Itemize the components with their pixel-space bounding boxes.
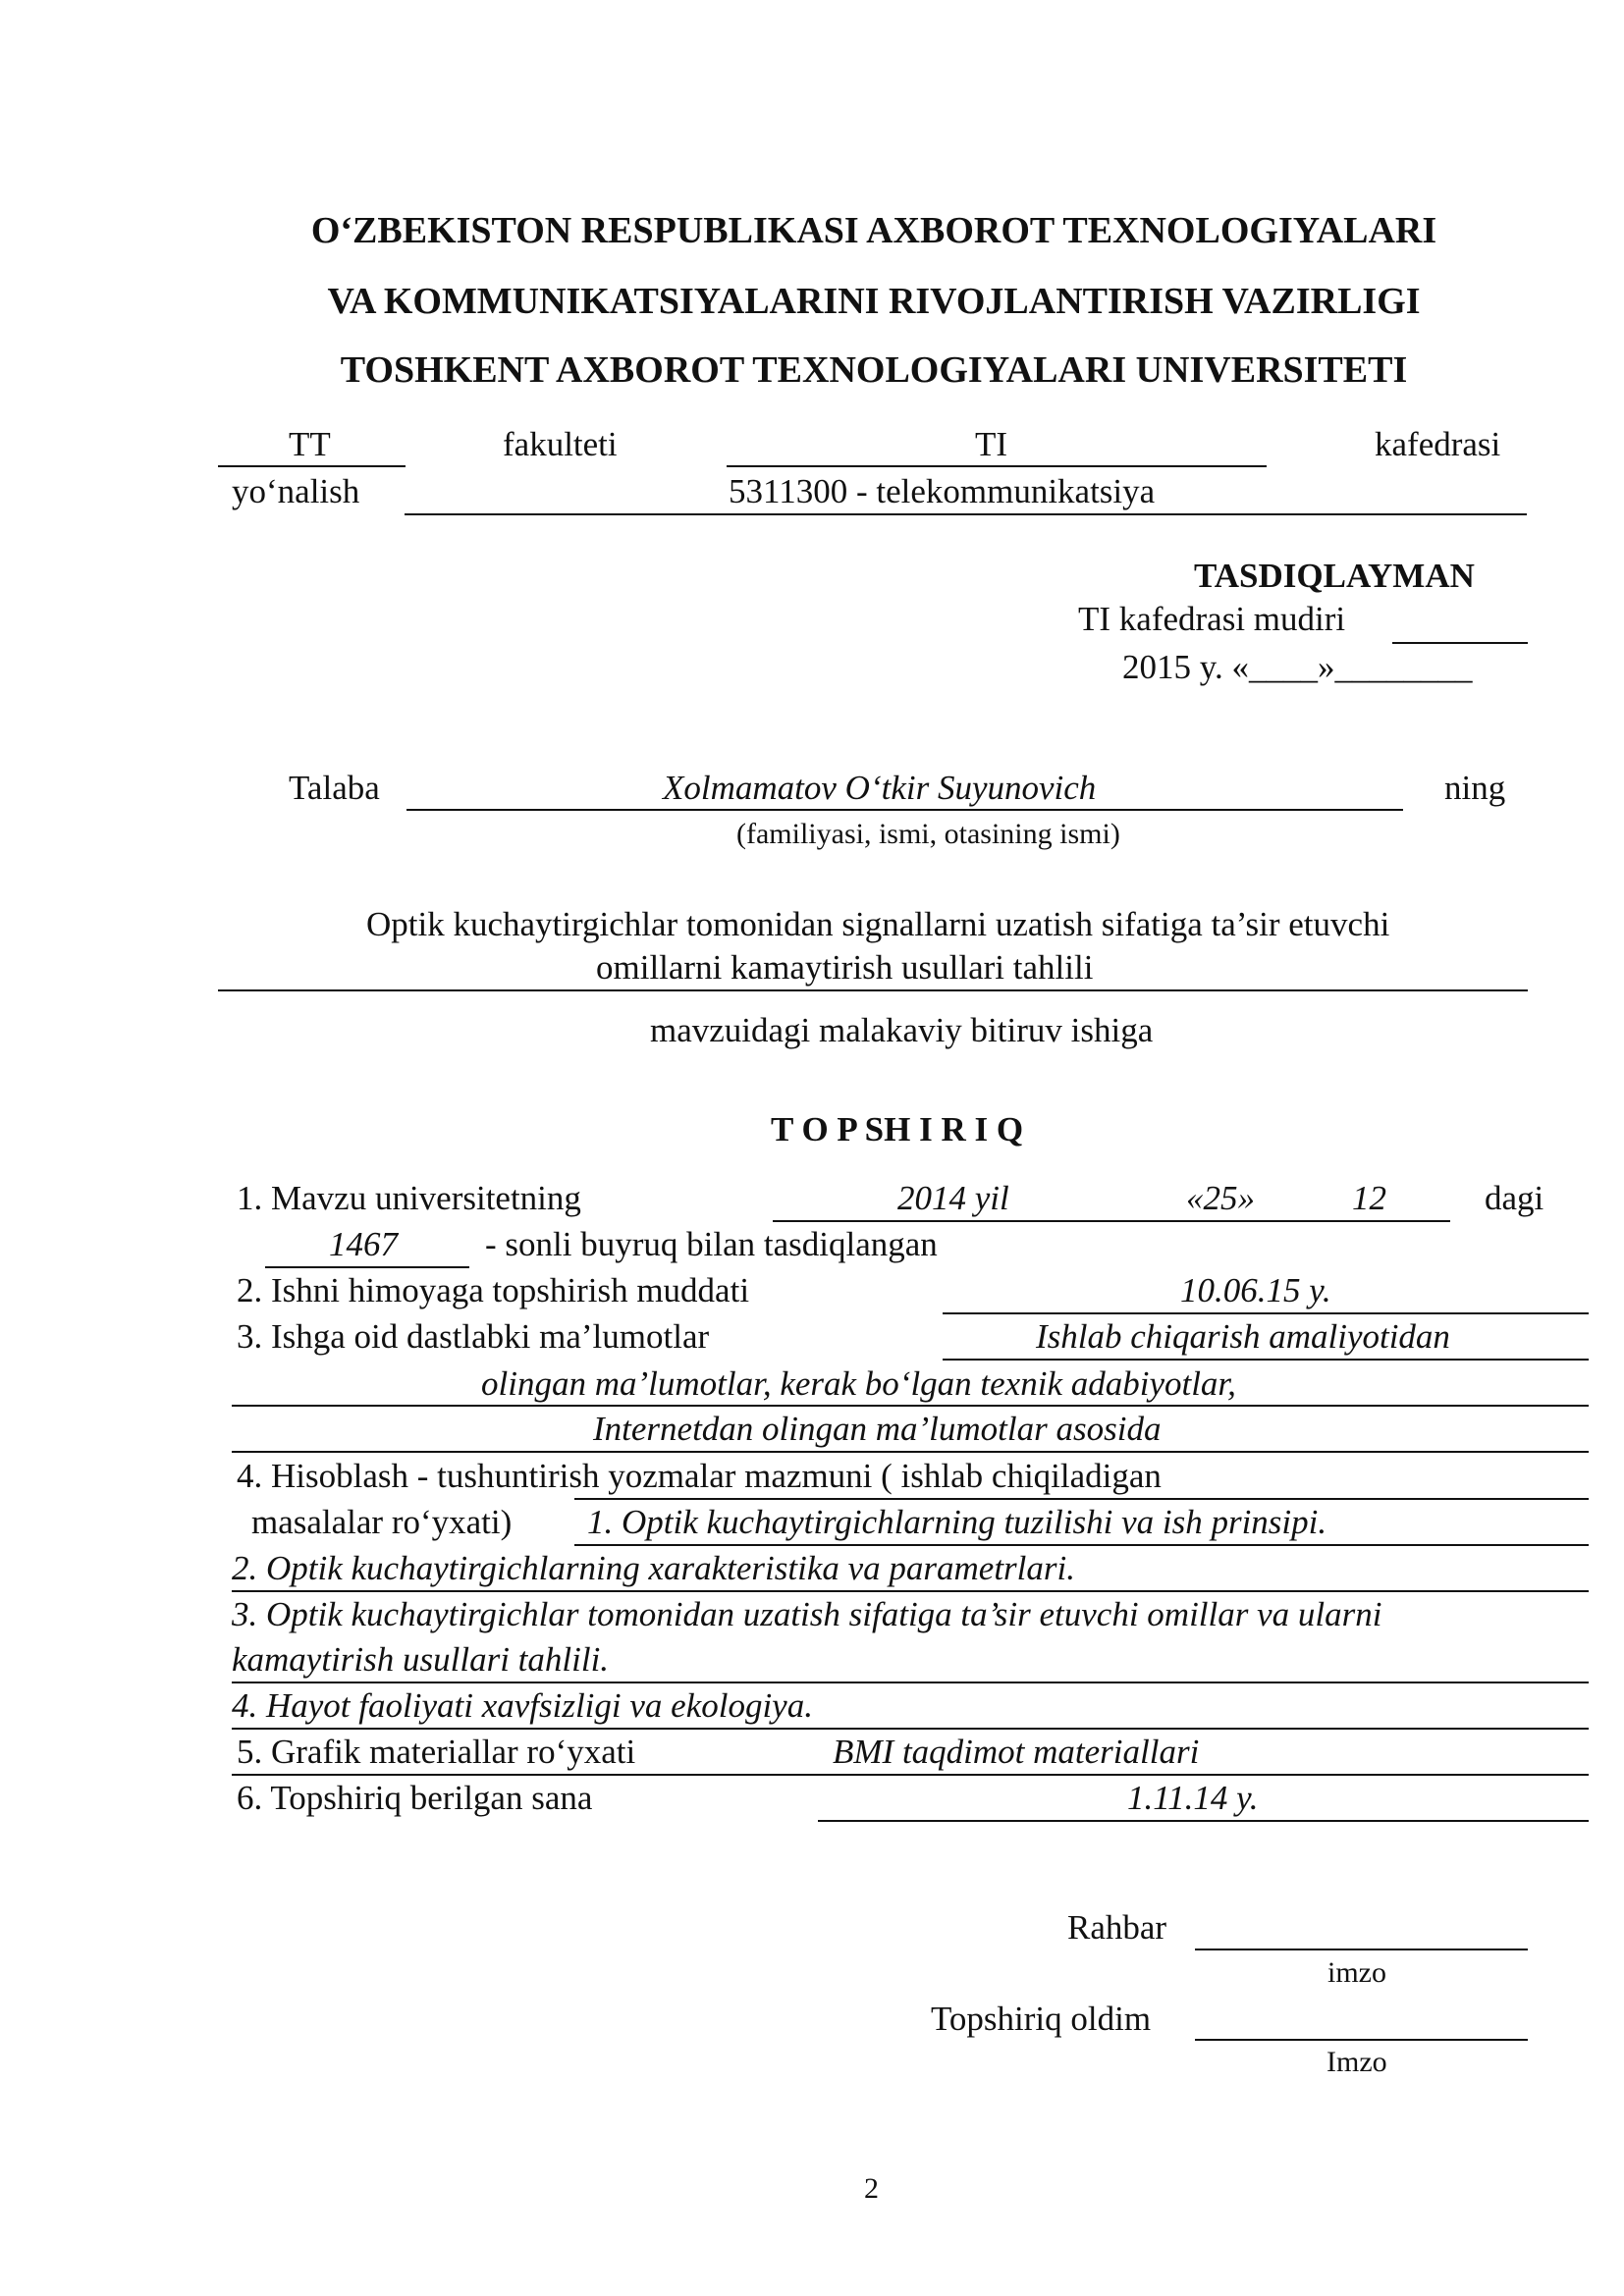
item1-label: 1. Mavzu universitetning bbox=[237, 1179, 581, 1217]
item1-suffix: dagi bbox=[1485, 1179, 1544, 1217]
received-label: Topshiriq oldim bbox=[931, 2000, 1152, 2038]
university-title: TOSHKENT AXBOROT TEXNOLOGIYALARI UNIVERSITETI bbox=[340, 349, 1408, 391]
item5-value: BMI taqdimot materiallari bbox=[833, 1733, 1200, 1771]
item4-underline1 bbox=[574, 1498, 1589, 1500]
faculty-label: fakulteti bbox=[503, 425, 618, 463]
item4-point1: 1. Optik kuchaytirgichlarning tuzilishi va ish prinsipi. bbox=[587, 1503, 1327, 1541]
item4-point3a: 3. Optik kuchaytirgichlar tomonidan uzatish sifatiga ta’sir etuvchi omillar va ularni bbox=[232, 1595, 1382, 1633]
page-number: 2 bbox=[864, 2172, 879, 2205]
item1-number-underline bbox=[265, 1266, 469, 1268]
item5-label: 5. Grafik materiallar ro‘yxati bbox=[237, 1733, 636, 1771]
item2-value: 10.06.15 y. bbox=[1180, 1271, 1331, 1309]
item5-underline bbox=[232, 1774, 1589, 1776]
student-name-underline bbox=[406, 809, 1403, 811]
approval-head: TI kafedrasi mudiri bbox=[1078, 600, 1346, 638]
topic-line1: Optik kuchaytirgichlar tomonidan signallarni uzatish sifatiga ta’sir etuvchi bbox=[366, 905, 1390, 943]
supervisor-signature-line bbox=[1195, 1949, 1528, 1950]
item1-day: «25» bbox=[1186, 1179, 1255, 1217]
task-title: T O P SH I R I Q bbox=[771, 1110, 1024, 1148]
item3-value2: olingan ma’lumotlar, kerak bo‘lgan texnik adabiyotlar, bbox=[481, 1364, 1236, 1403]
supervisor-label: Rahbar bbox=[1067, 1908, 1167, 1947]
item6-underline bbox=[818, 1820, 1589, 1822]
item1-date-underline bbox=[773, 1220, 1450, 1222]
item3-underline3 bbox=[232, 1451, 1589, 1453]
faculty-underline bbox=[218, 465, 406, 467]
faculty-value: TT bbox=[289, 425, 331, 463]
item4-label-line1: 4. Hisoblash - tushuntirish yozmalar mazmuni ( ishlab chiqiladigan bbox=[237, 1457, 1162, 1495]
item4-underline4 bbox=[232, 1682, 1589, 1683]
item4-label-line2: masalalar ro‘yxati) bbox=[251, 1503, 513, 1541]
topic-line2: omillarni kamaytirish usullari tahlili bbox=[596, 948, 1094, 987]
ministry-title-line2: VA KOMMUNIKATSIYALARINI RIVOJLANTIRISH VAZIRLIGI bbox=[327, 281, 1421, 322]
approval-title: TASDIQLAYMAN bbox=[1194, 557, 1475, 595]
item4-point4: 4. Hayot faoliyati xavfsizligi va ekologiya. bbox=[232, 1686, 813, 1725]
item1-number: 1467 bbox=[329, 1225, 398, 1263]
item3-underline2 bbox=[232, 1405, 1589, 1407]
received-caption: Imzo bbox=[1326, 2046, 1387, 2078]
student-caption: (familiyasi, ismi, otasining ismi) bbox=[736, 818, 1120, 850]
topic-line3: mavzuidagi malakaviy bitiruv ishiga bbox=[650, 1011, 1154, 1049]
received-signature-line bbox=[1195, 2039, 1528, 2041]
item2-underline bbox=[943, 1312, 1589, 1314]
item4-underline5 bbox=[232, 1728, 1589, 1730]
item4-underline2 bbox=[574, 1544, 1589, 1546]
item2-label: 2. Ishni himoyaga topshirish muddati bbox=[237, 1271, 750, 1309]
department-underline bbox=[727, 465, 1267, 467]
topic-underline bbox=[218, 989, 1528, 991]
item6-label: 6. Topshiriq berilgan sana bbox=[237, 1779, 593, 1817]
item3-value3: Internetdan olingan ma’lumotlar asosida bbox=[593, 1410, 1162, 1448]
item6-value: 1.11.14 y. bbox=[1127, 1779, 1259, 1817]
item3-label: 3. Ishga oid dastlabki ma’lumotlar bbox=[237, 1317, 710, 1356]
department-label: kafedrasi bbox=[1375, 425, 1501, 463]
supervisor-caption: imzo bbox=[1327, 1956, 1386, 1989]
approval-date: 2015 y. «____»________ bbox=[1122, 648, 1473, 686]
item4-point3b: kamaytirish usullari tahlili. bbox=[232, 1640, 610, 1679]
item3-underline1 bbox=[943, 1359, 1589, 1361]
item4-underline3 bbox=[232, 1590, 1589, 1592]
direction-underline bbox=[405, 513, 1527, 515]
direction-label: yo‘nalish bbox=[232, 472, 360, 510]
student-label: Talaba bbox=[289, 769, 380, 807]
item1-month: 12 bbox=[1352, 1179, 1386, 1217]
student-name: Xolmamatov O‘tkir Suyunovich bbox=[663, 769, 1097, 807]
ministry-title-line1: O‘ZBEKISTON RESPUBLIKASI AXBOROT TEXNOLOGIYALARI bbox=[310, 210, 1437, 251]
item1-year: 2014 yil bbox=[897, 1179, 1009, 1217]
item1-rest: - sonli buyruq bilan tasdiqlangan bbox=[485, 1225, 938, 1263]
approval-signature-line bbox=[1392, 642, 1528, 644]
item4-point2: 2. Optik kuchaytirgichlarning xarakteristika va parametrlari. bbox=[232, 1549, 1075, 1587]
direction-value: 5311300 - telekommunikatsiya bbox=[729, 472, 1156, 510]
item3-value1: Ishlab chiqarish amaliyotidan bbox=[1036, 1317, 1450, 1356]
department-value: TI bbox=[975, 425, 1008, 463]
student-suffix: ning bbox=[1444, 769, 1506, 807]
